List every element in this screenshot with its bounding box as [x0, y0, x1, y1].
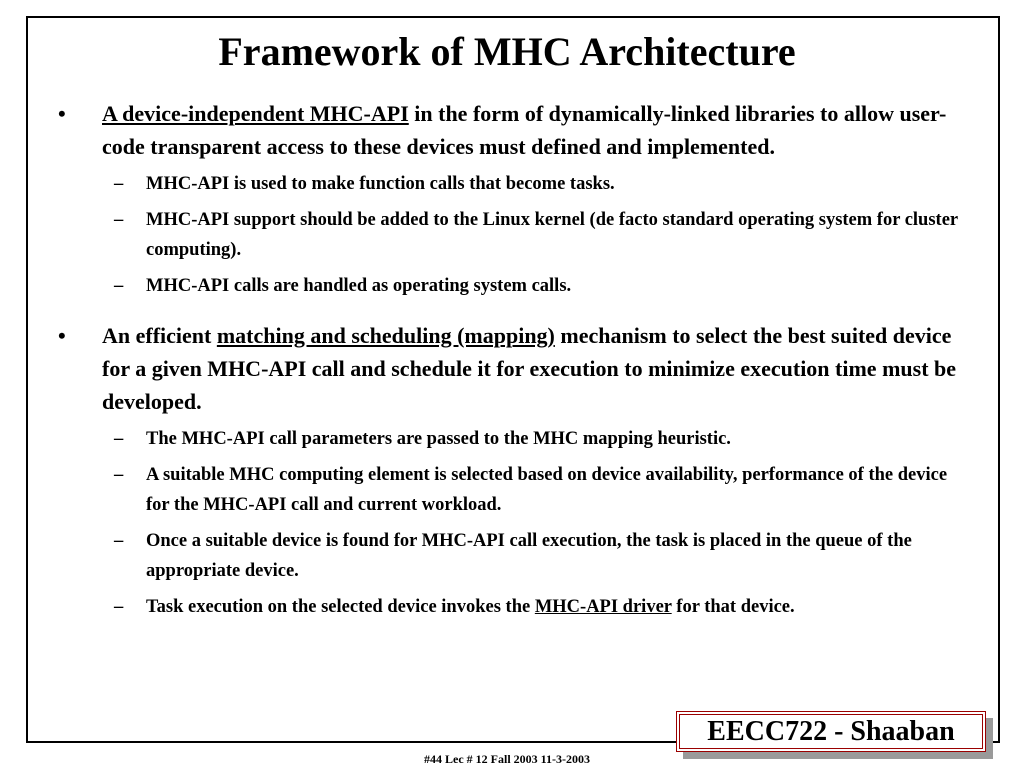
sub-item-text-post: for that device.	[671, 597, 795, 617]
bullet-2-text-post: mechanism to select the best suited device for a given MHC-API call and schedule it for execution to minimize execution time must be developed.	[102, 323, 957, 414]
dash-marker: –	[114, 465, 124, 485]
sub-item	[58, 460, 974, 520]
dash-marker: –	[114, 531, 124, 551]
bullet-marker: •	[58, 101, 66, 126]
sub-item	[58, 271, 974, 301]
sub-item-text: MHC-API is used to make function calls that become tasks.	[146, 174, 615, 194]
sub-item	[58, 424, 974, 454]
bullet-2-text-pre: An efficient	[102, 323, 217, 348]
dash-marker: –	[114, 210, 124, 230]
dash-marker: –	[114, 276, 124, 296]
sub-item	[58, 169, 974, 199]
sub-item-text: The MHC-API call parameters are passed to the MHC mapping heuristic.	[146, 429, 731, 449]
sub-item-text: MHC-API calls are handled as operating system calls.	[146, 276, 572, 296]
bullet-1-underlined-term: A device-independent MHC-API	[102, 101, 409, 126]
course-badge-label: EECC722 - Shaaban	[679, 714, 983, 749]
slide-footer: #44 Lec # 12 Fall 2003 11-3-2003	[424, 752, 590, 766]
sub-item	[58, 205, 974, 265]
bullet-1-text: in the form of dynamically-linked libraries to allow user-code transparent access to these devices must defined and implemented.	[102, 101, 947, 159]
bullet-item	[58, 319, 974, 418]
sub-item	[58, 592, 974, 622]
sub-item-underlined-term: MHC-API driver	[534, 597, 672, 617]
sub-item-text: A suitable MHC computing element is selected based on device availability, performance of the device for the MHC-API call and current workload.	[146, 465, 948, 515]
bullet-2-underlined-term: matching and scheduling (mapping)	[216, 323, 555, 348]
bullet-marker: •	[58, 323, 66, 348]
sub-item-text-pre: Task execution on the selected device invokes the	[146, 597, 535, 617]
slide-body	[58, 97, 974, 628]
sub-item	[58, 526, 974, 586]
sub-list	[58, 424, 974, 622]
dash-marker: –	[114, 174, 124, 194]
dash-marker: –	[114, 429, 124, 449]
bullet-item	[58, 97, 974, 163]
slide-title: Framework of MHC Architecture	[218, 29, 796, 74]
sub-item-text: MHC-API support should be added to the Linux kernel (de facto standard operating system for cluster computing).	[146, 210, 958, 260]
sub-item-text: Once a suitable device is found for MHC-API call execution, the task is placed in the queue of the appropriate device.	[146, 531, 912, 581]
dash-marker: –	[114, 597, 124, 617]
course-badge	[676, 711, 986, 752]
sub-list	[58, 169, 974, 301]
